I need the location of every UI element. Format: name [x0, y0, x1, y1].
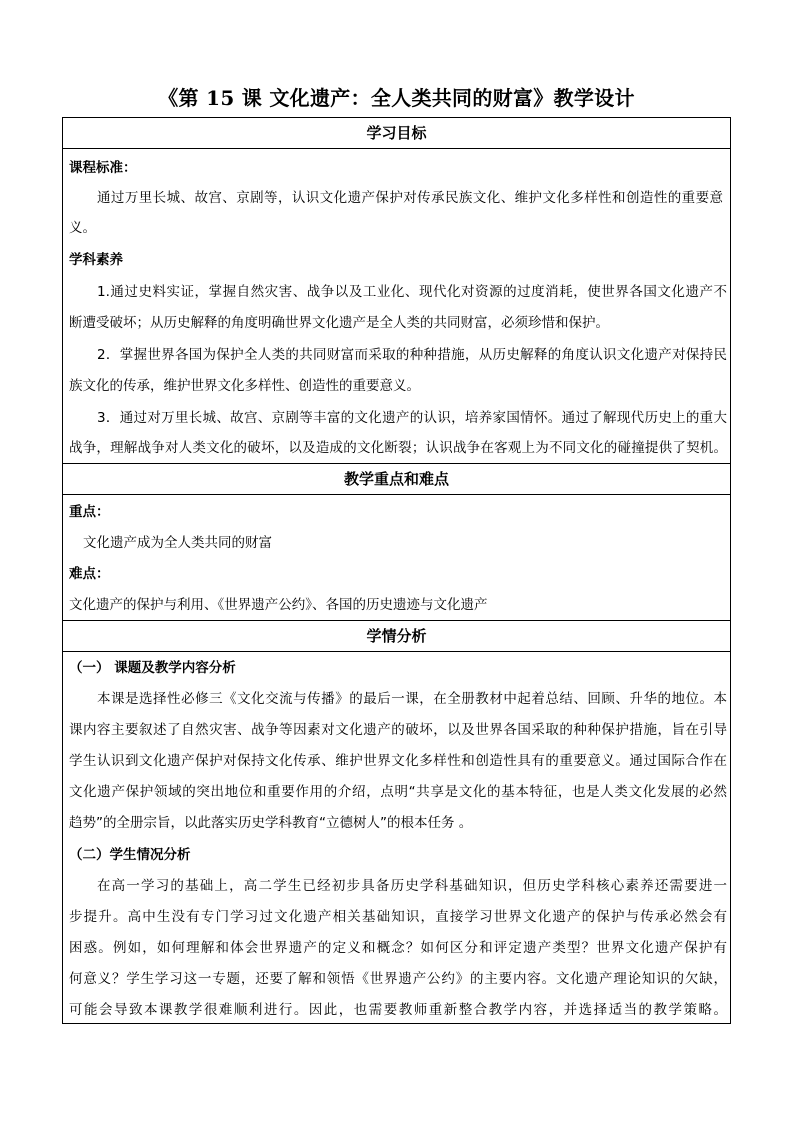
literacy-item3-line2: 战争，理解战争对人类文化的破坏，以及造成的文化断裂；认识战争在客观上为不同文化的碰撞提供了契机。 [69, 440, 727, 456]
subsection-course-content-label: （一） 课题及教学内容分析 [69, 660, 236, 676]
curriculum-text-line2: 义。 [69, 220, 96, 236]
literacy-item2-line1: 2．掌握世界各国为保护全人类的共同财富而采取的种种措施，从历史解释的角度认识文化遗产对保持民 [97, 347, 727, 363]
section-heading-key-points: 教学重点和难点 [63, 464, 730, 495]
subject-literacy-label: 学科素养 [69, 252, 123, 268]
lesson-plan-table [62, 117, 731, 1024]
course-content-line2: 课内容主要叙述了自然灾害、战争等因素对文化遗产的破坏，以及世界各国采取的种种保护措施，旨在引导 [69, 722, 727, 738]
course-content-line3: 学生认识到文化遗产保护对保持文化传承、维护世界文化多样性和创造性具有的重要意义。通过国际合作在 [69, 753, 727, 769]
curriculum-text-line1: 通过万里长城、故宫、京剧等，认识文化遗产保护对传承民族文化、维护文化多样性和创造性的重要意 [97, 190, 723, 206]
course-content-line1: 本课是选择性必修三《文化交流与传播》的最后一课，在全册教材中起着总结、回顾、升华的地位。本 [97, 691, 727, 707]
key-point-label: 重点： [69, 504, 110, 520]
difficulty-label: 难点： [69, 566, 110, 582]
difficulty-text: 文化遗产的保护与利用、《世界遗产公约》、各国的历史遗迹与文化遗产 [69, 597, 488, 613]
document-title: 《第 15 课 文化遗产：全人类共同的财富》教学设计 [158, 86, 635, 110]
student-analysis-line2: 步提升。高中生没有专门学习过文化遗产相关基础知识，直接学习世界文化遗产的保护与传承必然会有 [69, 909, 727, 925]
subsection-student-analysis-label: （二）学生情况分析 [69, 847, 191, 863]
literacy-item1-line2: 断遭受破坏；从历史解释的角度明确世界文化遗产是全人类的共同财富，必须珍惜和保护。 [69, 315, 609, 331]
course-content-line5: 趋势”的全册宗旨，以此落实历史学科教育“立德树人”的根本任务 。 [69, 815, 473, 831]
course-content-line4: 文化遗产保护领域的突出地位和重要作用的介绍，点明“共享是文化的基本特征，也是人类文化发展的必然 [69, 784, 727, 800]
literacy-item3-line1: 3．通过对万里长城、故宫、京剧等丰富的文化遗产的认识，培养家国情怀。通过了解现代历史上的重大 [97, 410, 727, 426]
student-analysis-line4: 何意义？学生学习这一专题，还要了解和领悟《世界遗产公约》的主要内容。文化遗产理论知识的欠缺， [69, 971, 727, 987]
curriculum-standard-label: 课程标准： [69, 160, 137, 176]
student-analysis-line1: 在高一学习的基础上，高二学生已经初步具备历史学科基础知识，但历史学科核心素养还需要进一 [97, 878, 727, 894]
section-heading-learning-goals: 学习目标 [63, 118, 730, 149]
student-analysis-line3: 困惑。例如，如何理解和体会世界遗产的定义和概念？如何区分和评定遗产类型？世界文化遗产保护有 [69, 940, 727, 956]
student-analysis-line5: 可能会导致本课教学很难顺利进行。因此，也需要教师重新整合教学内容，并选择适当的教学策略。 [69, 1002, 727, 1018]
key-point-text: 文化遗产成为全人类共同的财富 [83, 535, 272, 551]
literacy-item2-line2: 族文化的传承，维护世界文化多样性、创造性的重要意义。 [69, 378, 420, 394]
section-heading-learner-analysis: 学情分析 [63, 621, 730, 652]
literacy-item1-line1: 1.通过史料实证，掌握自然灾害、战争以及工业化、现代化对资源的过度消耗，使世界各国文化遗产不 [97, 284, 727, 300]
